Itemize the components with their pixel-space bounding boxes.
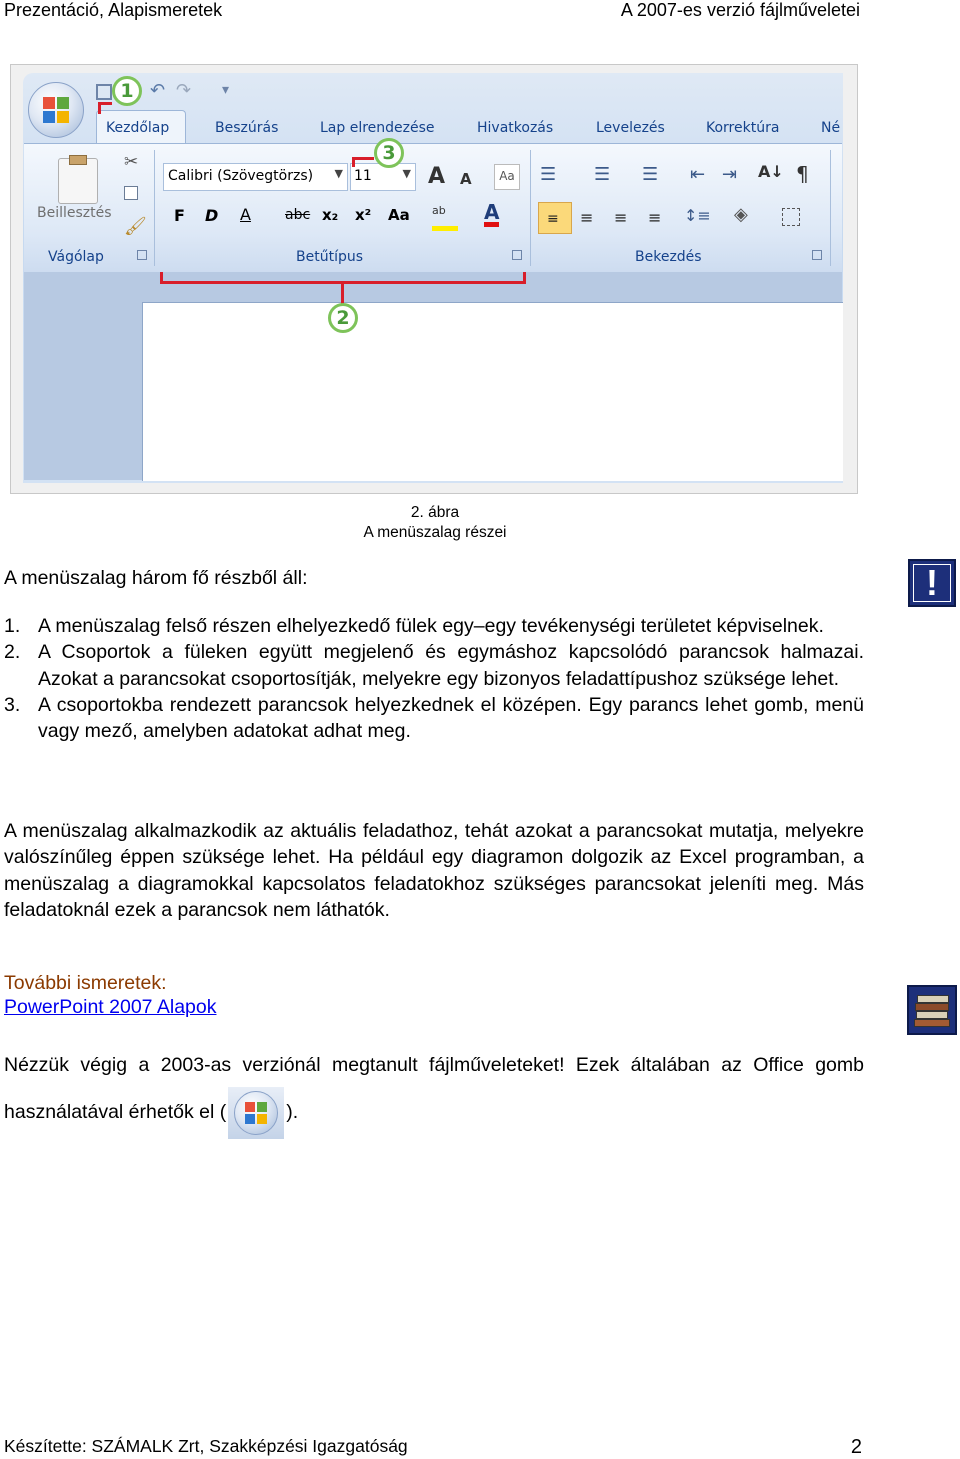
copy-icon[interactable] bbox=[124, 186, 138, 200]
header-right: A 2007-es verzió fájlműveletei bbox=[620, 0, 860, 20]
list-item: 3. A csoportokba rendezett parancsok helyezkednek el középen. Egy parancs lehet gomb, menü vagy mező, amelyben adatokat adhat meg. bbox=[4, 693, 864, 743]
align-left-button[interactable] bbox=[538, 202, 572, 234]
caption-number: 2. ábra bbox=[410, 504, 460, 521]
superscript-button[interactable]: x² bbox=[355, 206, 372, 224]
exclamation-icon: ! bbox=[908, 559, 956, 607]
dialog-launcher-icon[interactable] bbox=[812, 250, 822, 260]
office-button-icon bbox=[228, 1087, 284, 1139]
align-right-icon[interactable]: ≡ bbox=[614, 208, 628, 227]
body-paragraph: A menüszalag alkalmazkodik az aktuális feladathoz, tehát azokat a parancsokat mutatja, melyekre valószínűleg éppen szüksége lehet. Ha például egy diagramon dolgozik az Excel programban, a menüszalag a diagramokkal kapcsolatos feladatokhoz szükséges parancsokat jeleníti meg. Más feladatoknál ezek a parancsok nem láthatók. bbox=[4, 820, 864, 921]
format-painter-icon[interactable]: 🖌 bbox=[124, 216, 147, 237]
align-left-icon: ≡ bbox=[547, 211, 559, 227]
increase-indent-icon[interactable]: ⇥ bbox=[722, 164, 738, 185]
intro-text: A menüszalag három fő részből áll: bbox=[4, 567, 308, 589]
shading-icon[interactable]: ◈ bbox=[734, 204, 748, 225]
list-item: 2. A Csoportok a füleken együtt megjelenő és egymáshoz kapcsolódó parancsok halmazai. Azokat a parancsokat csoportosítják, melyekre egy bizonyos feladattípushoz szüksége lehet. bbox=[4, 641, 864, 690]
ribbon-screenshot bbox=[0, 0, 960, 500]
underline-button[interactable]: A bbox=[240, 205, 251, 224]
cut-icon[interactable]: ✂ bbox=[124, 152, 139, 172]
footer-credit: Készítette: SZÁMALK Zrt, Szakképzési Igazgatóság bbox=[4, 1436, 408, 1456]
italic-button[interactable]: D bbox=[205, 206, 219, 225]
further-reading-link[interactable]: PowerPoint 2007 Alapok bbox=[4, 996, 217, 1018]
further-reading-label: További ismeretek: bbox=[4, 972, 167, 994]
dialog-launcher-icon[interactable] bbox=[137, 250, 147, 260]
callout-1-line bbox=[98, 102, 112, 105]
line-spacing-icon[interactable]: ↕≡ bbox=[684, 206, 711, 225]
decrease-indent-icon[interactable]: ⇤ bbox=[690, 164, 706, 185]
tab-hivatkozas[interactable]: Hivatkozás bbox=[477, 120, 554, 136]
clear-formatting-icon[interactable]: Aa bbox=[494, 164, 520, 190]
paste-label[interactable]: Beillesztés bbox=[37, 205, 112, 221]
align-center-icon[interactable]: ≡ bbox=[580, 208, 594, 227]
tab-ne[interactable]: Né bbox=[821, 120, 841, 136]
bullets-icon[interactable]: ☰ bbox=[540, 164, 557, 185]
group-divider bbox=[154, 150, 155, 266]
strikethrough-button[interactable]: abc bbox=[285, 207, 311, 223]
chevron-down-icon: ▼ bbox=[402, 167, 411, 180]
qat-menu-icon[interactable]: ▾ bbox=[222, 82, 230, 98]
caption-title: A menüszalag részei bbox=[363, 524, 507, 541]
tab-kezdolap[interactable]: Kezdőlap bbox=[106, 120, 170, 136]
group-label-paragraph: Bekezdés bbox=[635, 249, 702, 265]
callout-1-badge: 1 bbox=[112, 76, 142, 106]
callout-3-badge: 3 bbox=[374, 138, 404, 168]
tab-levelezes[interactable]: Levelezés bbox=[596, 120, 665, 136]
redo-icon[interactable]: ↷ bbox=[176, 80, 192, 101]
bold-button[interactable]: F bbox=[174, 206, 185, 225]
numbered-list bbox=[4, 613, 864, 744]
borders-icon[interactable] bbox=[782, 208, 800, 226]
group-divider bbox=[530, 150, 531, 266]
document-page[interactable] bbox=[142, 302, 843, 481]
font-size-box[interactable]: 11 ▼ bbox=[350, 163, 416, 191]
callout-2-badge: 2 bbox=[328, 303, 358, 333]
callout-2-bracket bbox=[160, 272, 526, 284]
numbering-icon[interactable]: ☰ bbox=[594, 164, 611, 185]
books-icon bbox=[907, 985, 957, 1035]
office-button[interactable] bbox=[28, 82, 84, 138]
pilcrow-icon[interactable]: ¶ bbox=[796, 162, 809, 186]
paste-icon[interactable] bbox=[58, 158, 98, 204]
undo-icon[interactable]: ↶ bbox=[150, 80, 166, 101]
change-case-button[interactable]: Aa bbox=[388, 206, 410, 224]
tab-beszuras[interactable]: Beszúrás bbox=[215, 120, 279, 136]
tab-korrektura[interactable]: Korrektúra bbox=[706, 120, 780, 136]
figure-caption bbox=[0, 503, 870, 543]
subscript-button[interactable]: x₂ bbox=[322, 206, 339, 224]
highlight-icon[interactable]: ab bbox=[432, 204, 458, 231]
closing-paragraph: Nézzük végig a 2003-as verziónál megtanult fájlműveleteket! Ezek általában az Office gomb használatával érhetők el ( ). bbox=[4, 1043, 864, 1139]
callout-2-line bbox=[341, 284, 344, 304]
tab-lap-elrendezese[interactable]: Lap elrendezése bbox=[320, 120, 435, 136]
list-item: 1. A menüszalag felső részen elhelyezkedő fülek egy–egy tevékenységi területet képviselnek. bbox=[4, 615, 824, 637]
multilevel-list-icon[interactable]: ☰ bbox=[642, 164, 659, 185]
justify-icon[interactable]: ≡ bbox=[648, 208, 662, 227]
grow-font-icon[interactable]: A bbox=[428, 164, 446, 189]
sort-icon[interactable]: A↓ bbox=[758, 162, 784, 181]
group-label-font: Betűtípus bbox=[296, 249, 364, 265]
font-color-icon[interactable]: A bbox=[484, 202, 499, 227]
chevron-down-icon: ▼ bbox=[334, 167, 343, 180]
page-number: 2 bbox=[850, 1436, 862, 1458]
save-icon[interactable] bbox=[96, 84, 112, 100]
shrink-font-icon[interactable]: A bbox=[460, 170, 472, 188]
header-left: Prezentáció, Alapismeretek bbox=[4, 0, 223, 20]
font-name-box[interactable]: Calibri (Szövegtörzs) ▼ bbox=[163, 163, 348, 191]
callout-3-line bbox=[352, 157, 374, 160]
group-label-clipboard: Vágólap bbox=[48, 249, 104, 265]
dialog-launcher-icon[interactable] bbox=[512, 250, 522, 260]
callout-1-line bbox=[98, 104, 101, 114]
group-divider bbox=[830, 150, 831, 266]
